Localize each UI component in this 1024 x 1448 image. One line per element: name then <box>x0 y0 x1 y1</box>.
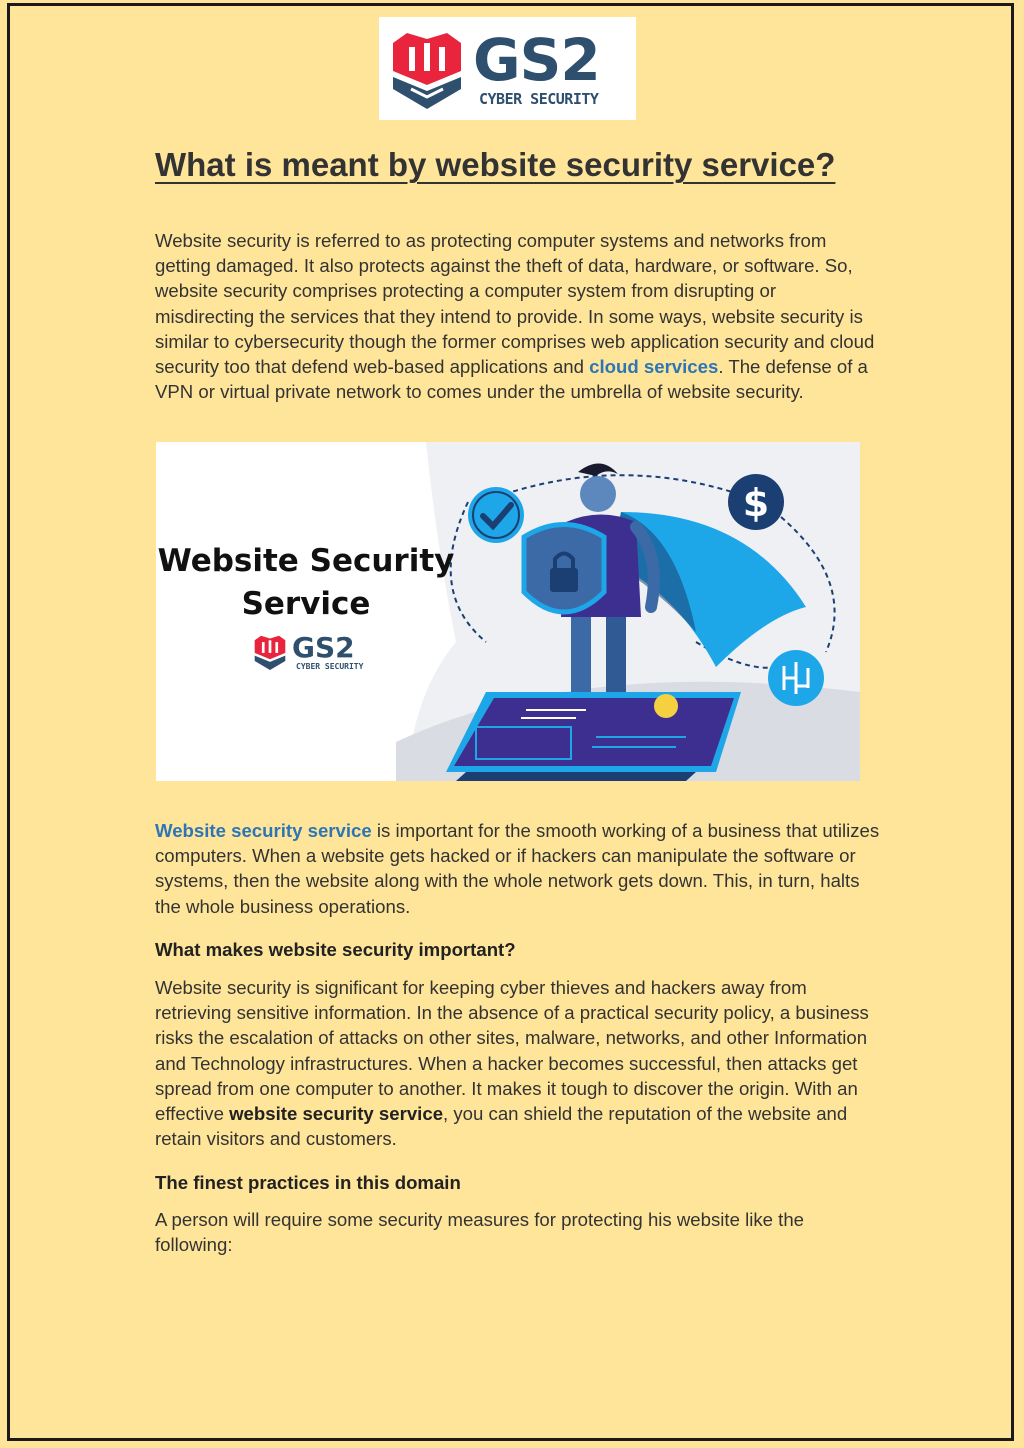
intro-paragraph <box>155 228 880 404</box>
practices-paragraph: A person will require some security measures for protecting his website like the following: <box>155 1209 805 1256</box>
intro-text-start: Website security is referred to as protecting computer systems and networks from getting damaged. It also protects against the theft of data, hardware, or software. So, website security comprises protecting a computer system from disrupting or misdirecting the services that they intend to provide. In some ways, website security is similar to cybersecurity though the former comprises web application security and cloud security too that defend web-based applications and <box>155 230 875 378</box>
importance-text-start: Website security is significant for keeping cyber thieves and hackers away from retrieving sensitive information. In the absence of a practical security policy, a business risks the escalation of attacks on other sites, malware, networks, and other Information and Technology infrastructures. When a hacker becomes successful, then attacks get spread from one computer to another. It makes it tough to discover the origin. With an effective <box>155 977 869 1125</box>
dollar-icon <box>728 474 784 530</box>
section-heading-practices: The finest practices in this domain <box>155 1172 461 1193</box>
hero-logo-name: GS2 <box>292 630 355 664</box>
importance-bold-text: website security service <box>229 1103 444 1125</box>
hero-title-line2: Service <box>241 586 371 622</box>
importance-text-end: , you can shield the reputation of the website and retain visitors and customers. <box>155 1103 848 1150</box>
svg-text:$: $ <box>742 481 770 525</box>
hero-image <box>156 442 860 781</box>
website-security-service-link[interactable]: Website security service <box>155 820 372 841</box>
section-heading-importance: What makes website security important? <box>155 939 516 960</box>
hero-gs2-logo <box>252 632 363 672</box>
service-paragraph-text: is important for the smooth working of a business that utilizes computers. When a website gets hacked or if hackers can manipulate the software or systems, then the website along with the whole network gets down. This, in turn, halts the whole business operations. <box>155 820 880 917</box>
importance-paragraph <box>155 975 880 1151</box>
page-title: What is meant by website security service? <box>155 146 836 183</box>
service-paragraph <box>155 818 880 919</box>
cloud-services-link[interactable]: cloud services <box>589 356 719 378</box>
intro-text-end: . The defense of a VPN or virtual private network to comes under the umbrella of website security. <box>155 356 868 403</box>
logo-tagline: CYBER SECURITY <box>479 89 599 108</box>
gs2-logo <box>379 17 636 120</box>
circuit-icon <box>768 650 824 706</box>
checkmark-icon <box>468 487 524 543</box>
gs2-shield-logo-icon <box>387 25 467 113</box>
logo-name: GS2 <box>473 25 600 94</box>
laptop-platform-icon <box>446 692 741 781</box>
hero-title <box>156 540 456 626</box>
shield-lock-icon <box>524 525 604 613</box>
hero-title-line1: Website Security <box>157 543 455 579</box>
hero-logo-tagline: CYBER SECURITY <box>296 661 364 671</box>
hero-gs2-shield-icon <box>252 632 288 672</box>
